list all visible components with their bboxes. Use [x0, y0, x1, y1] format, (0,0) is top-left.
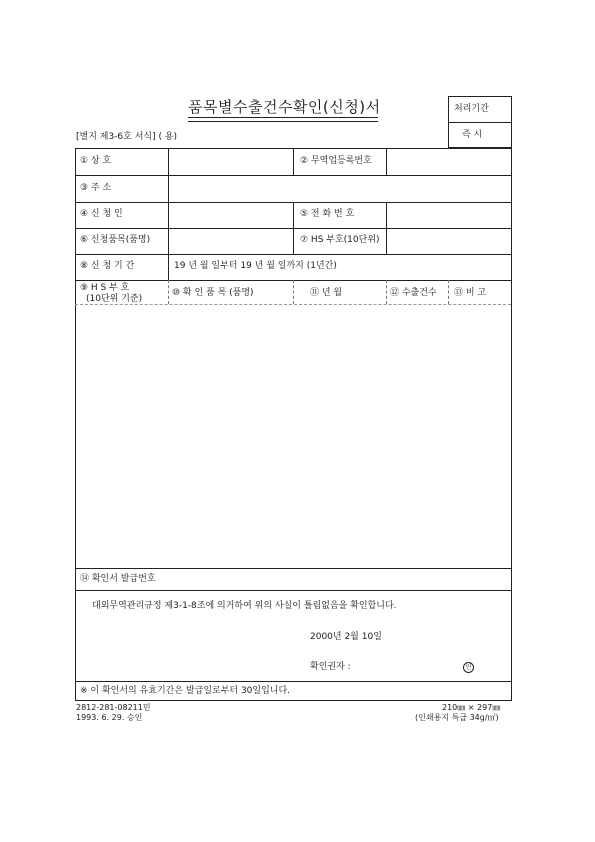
- mid-divider-rows45: [293, 202, 294, 254]
- rule-7: [75, 590, 511, 591]
- table-col-1: [168, 280, 169, 304]
- period-label: ⑧ 신 청 기 간: [80, 261, 135, 271]
- validity-notice: ※ 이 확인서의 유효기간은 발급일로부터 30일입니다.: [80, 686, 291, 696]
- period-value: 19 년 월 일부터 19 년 월 일까지 (1년간): [174, 261, 337, 271]
- title-underline: [188, 117, 378, 122]
- footer-code: 2812-281-08211민: [76, 703, 151, 712]
- item-header: ⑩ 확 인 품 목 (품명): [172, 288, 254, 298]
- address-label: ③ 주 소: [80, 183, 112, 193]
- table-col-3: [386, 280, 387, 304]
- footer-paper: (인쇄용지 특급 34g/㎡): [415, 713, 499, 722]
- table-col-2: [293, 280, 294, 304]
- hs-code-label: ⑦ HS 부호(10단위): [300, 235, 380, 245]
- hs-header-line2: (10단위 기준): [86, 294, 143, 304]
- trade-reg-label: ② 무역업등록번호: [300, 156, 372, 166]
- hs-header-line1: ⑨ H S 부 호: [80, 283, 130, 293]
- rule-6: [75, 568, 511, 569]
- footer-size: 210㎜ × 297㎜: [442, 703, 501, 712]
- seal-mark: 인: [463, 662, 474, 673]
- rule-4: [75, 254, 511, 255]
- form-code: [별지 제3-6호 서식] ( 용): [76, 132, 178, 142]
- rule-8: [75, 681, 511, 682]
- footer-approval: 1993. 6. 29. 승인: [76, 713, 143, 722]
- label-col-divider: [168, 148, 169, 280]
- table-col-4: [448, 280, 449, 304]
- right-divider-rows45: [386, 202, 387, 254]
- date-header: ⑪ 년 월: [310, 288, 343, 298]
- form-title: 품목별수출건수확인(신청)서: [188, 98, 381, 116]
- mid-divider-row1: [293, 148, 294, 175]
- issue-date: 2000년 2월 10일: [310, 632, 382, 642]
- right-divider-row1: [386, 148, 387, 175]
- cert-number-label: ⑭ 확인서 발급번호: [80, 574, 156, 584]
- processing-value: 즉 시: [462, 130, 483, 140]
- processing-divider: [448, 122, 511, 123]
- count-header: ⑫ 수출건수: [390, 288, 437, 298]
- processing-header: 처리기간: [454, 104, 489, 114]
- item-label: ⑥ 신청품목(품명): [80, 235, 151, 245]
- table-header-rule: [75, 304, 511, 305]
- rule-1: [75, 175, 511, 176]
- applicant-label: ④ 신 청 인: [80, 209, 123, 219]
- company-label: ① 상 호: [80, 156, 112, 166]
- statement-text: 대외무역관리규정 제3-1-8조에 의거하여 위의 사실이 틀림없음을 확인합니다.: [92, 601, 397, 611]
- phone-label: ⑤ 전 화 번 호: [300, 209, 355, 219]
- confirmer-label: 확인권자 :: [310, 662, 351, 672]
- note-header: ⑬ 비 고: [454, 288, 487, 298]
